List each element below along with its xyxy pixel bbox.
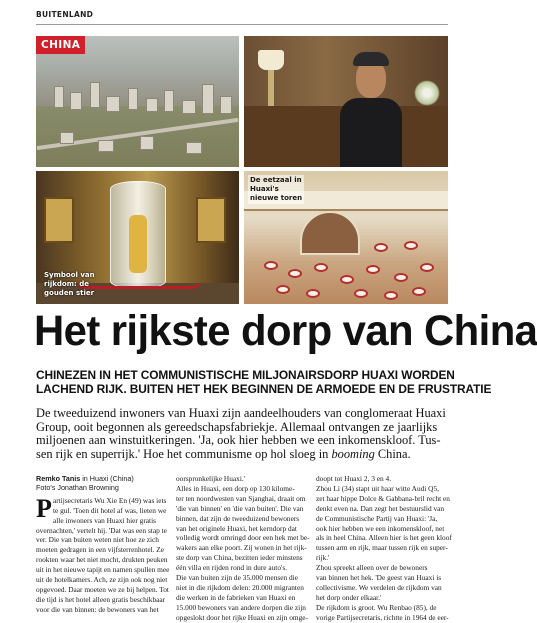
body-line: als in heel China. Alleen hier is het geen kloof [316, 533, 452, 543]
rope-barrier [76, 279, 202, 289]
intro-line: De tweeduizend inwoners van Huaxi zijn aandeelhouders van conglomeraat Huaxi [36, 406, 446, 420]
china-tag: CHINA [36, 36, 85, 54]
golden-bull-statue [129, 215, 147, 273]
body-line: de Communistische Partij van Huaxi: 'Ja, [316, 513, 438, 523]
body-line: overnachten,' vertelt hij. 'Dat was een stap te [36, 525, 167, 535]
lamp-icon [258, 50, 284, 70]
intro-line: Group, ooit begonnen als gereedschapsfabriekje. Allemaal ontvangen ze jaarlijks [36, 419, 438, 434]
body-line: De rijkdom is groot. Wu Renbao (85), de [316, 602, 437, 612]
body-line: denkt even na. Dan zegt het bestuurslid van [316, 503, 445, 513]
photo-caption-statue [44, 271, 95, 298]
photo-building [182, 100, 196, 114]
intro-text: China. [374, 446, 411, 461]
body-line: 'die van binnen' en 'die van buiten'. Die van [176, 503, 304, 513]
photo-building [54, 86, 64, 108]
body-line: Zhou Li (34) stapt uit haar witte Audi Q5, [316, 483, 439, 493]
man-cap [353, 52, 389, 66]
body-line: rookten waar het niet mocht, drukten peuken [36, 555, 168, 565]
body-line: Zhou spreekt alleen over de bewoners [316, 563, 428, 573]
photo-building [146, 98, 158, 112]
intro-paragraph [36, 407, 448, 461]
body-line: alle inwoners van Huaxi hier gratis [53, 515, 156, 525]
dropcap-paragraph [36, 493, 167, 526]
photo-building [70, 92, 82, 110]
body-line: vorige Partijsecretaris, richtte in 1964 de eer- [316, 612, 449, 622]
man-body [340, 98, 402, 167]
article-column-1 [36, 474, 170, 615]
body-line: ook hier hebben we een inkomenskloof, net [316, 523, 445, 533]
body-line: die werken in de fabrieken van Huaxi en [176, 592, 296, 602]
photo-building [164, 90, 174, 112]
headline: Het rijkste dorp van China [34, 308, 537, 355]
dining-table [366, 265, 380, 274]
dining-table [288, 269, 302, 278]
dining-table [394, 273, 408, 282]
body-line: opgevoed. Daar moeten we ze bij helpen. Tot [36, 584, 169, 594]
body-line: voor die van binnen: de bewoners van het [36, 604, 159, 614]
photo-building [202, 84, 214, 114]
body-line: te gul. 'Toen dit hotel af was, lieten we [53, 505, 167, 515]
dropcap-letter: P [36, 493, 52, 523]
subheadline [36, 368, 492, 396]
photo-building [140, 136, 154, 150]
body-line: doopt tot Huaxi 2, 3 en 4. [316, 474, 392, 483]
body-line: ste dorp van China, bezitten ieder minstens [176, 553, 303, 563]
gold-panel [44, 197, 74, 243]
body-line: van het originele Huaxi, het kerndorp dat [176, 523, 297, 533]
body-line: 15.000 bewoners van andere dorpen die zijn [176, 602, 306, 612]
flowers [414, 80, 440, 106]
dining-table [340, 275, 354, 284]
article-column-3 [316, 474, 452, 623]
intro-line [36, 448, 448, 462]
caption-line: Huaxi's [250, 185, 279, 193]
dining-table [264, 261, 278, 270]
photo-aerial-village [36, 36, 239, 167]
dining-table [374, 243, 388, 252]
byline-place: in Huaxi (China) [80, 474, 134, 483]
body-line: volledig wordt omringd door een hek met be- [176, 533, 310, 543]
dining-table [314, 263, 328, 272]
body-line: uit in het nieuwe tapijt en namen spullen mee [36, 565, 170, 575]
body-line: zet haar hippe Dolce & Gabbana-bril recht en [316, 493, 450, 503]
body-line: moeten gedragen in een vijfsterrenhotel. Ze [36, 545, 165, 555]
body-line: collectivisme. We verdelen de rijkdom van [316, 582, 442, 592]
photo-building [98, 140, 114, 152]
intro-line: miljoenen aan winstuitkeringen. 'Ja, ook hier hebben we een inkomenskloof. Tus- [36, 433, 441, 447]
caption-line: Symbool van [44, 271, 95, 279]
photo-caption-dining [248, 175, 304, 204]
dining-table [420, 263, 434, 272]
byline-author-line [36, 474, 134, 483]
subheadline-line: CHINEZEN IN HET COMMUNISTISCHE MILJONAIRSDORP HUAXI WORDEN [36, 368, 455, 382]
caption-line: gouden stier [44, 289, 95, 297]
dining-table [404, 241, 418, 250]
photo-dining-hall [244, 171, 448, 304]
section-divider [36, 24, 448, 25]
body-line: tussen arm en rijk, maar tussen rijk en super- [316, 543, 448, 553]
photo-building [90, 82, 100, 108]
body-line: niet in die rijkdom delen: 20.000 migranten [176, 582, 304, 592]
photo-building [186, 142, 202, 154]
body-line: binnen, dat zijn de tweeduizend bewoners [176, 513, 300, 523]
gold-panel [196, 197, 226, 243]
body-line: oorspronkelijke Huaxi.' [176, 474, 246, 483]
intro-text: sen rijk en superrijk.' Hoe het communisme op hol sloeg in [36, 446, 332, 461]
photo-building [220, 96, 232, 114]
photo-building [60, 132, 74, 144]
dining-table [384, 291, 398, 300]
body-line: ver. Die van buiten weten niet hoe ze zich [36, 535, 159, 545]
dining-table [276, 285, 290, 294]
body-line: het dorp onder elkaar.' [316, 592, 382, 602]
caption-line: rijkdom: de [44, 280, 90, 288]
photo-building [128, 88, 138, 110]
lamp-base [268, 70, 274, 106]
photo-golden-statue [36, 171, 239, 304]
byline-author: Remko Tanis [36, 474, 81, 483]
photo-portrait [244, 36, 448, 167]
body-line: Die van buiten zijn de 35.000 mensen die [176, 573, 298, 583]
body-line: één villa en rijden rond in dure auto's. [176, 563, 288, 573]
dining-table [306, 289, 320, 298]
body-line: ter ten noordwesten van Sjanghai, draait om [176, 493, 306, 503]
body-line: artijsecretaris Wu Xie En (49) was iets [53, 495, 167, 505]
body-line: van binnen het hek. 'De geest van Huaxi is [316, 573, 442, 583]
body-line: Alles in Huaxi, een dorp op 130 kilome- [176, 483, 295, 493]
byline [36, 474, 167, 493]
body-line: wakers aan elke poort. Zij wonen in het rijk- [176, 543, 307, 553]
photo-building [106, 96, 120, 112]
stage-arch [300, 211, 360, 255]
dining-table [354, 289, 368, 298]
caption-line: nieuwe toren [250, 194, 303, 202]
body-line: rijk.' [316, 553, 330, 563]
subheadline-line: LACHEND RIJK. BUITEN HET HEK BEGINNEN DE ARMOEDE EN DE FRUSTRATIE [36, 382, 492, 396]
body-line: opgeslokt door het rijke Huaxi en zijn omge- [176, 612, 308, 622]
article-column-2 [176, 474, 310, 623]
byline-photo: Foto's Jonathan Browning [36, 483, 119, 493]
section-label: BUITENLAND [36, 10, 94, 19]
dining-table [412, 287, 426, 296]
body-line: die tijd is het hotel alleen gratis beschikbaar [36, 594, 166, 604]
intro-emphasis: booming [331, 446, 375, 461]
caption-line: De eetzaal in [250, 176, 302, 184]
body-line: uit de hotelkamers. Ach, ze zijn ook nog niet [36, 575, 168, 585]
